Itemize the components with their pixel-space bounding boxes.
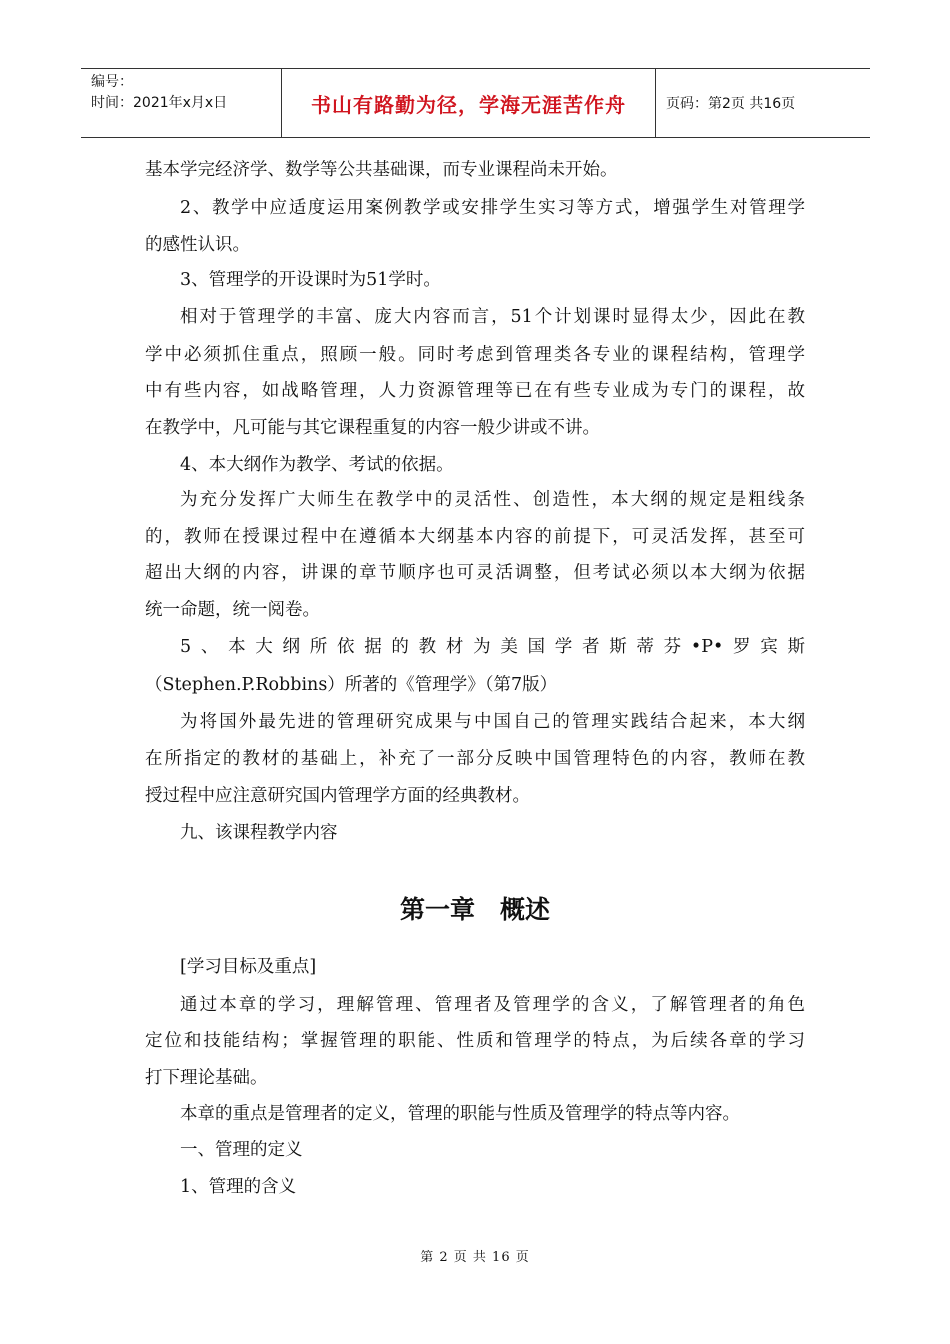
header-motto: 书山有路勤为径，学海无涯苦作舟: [311, 92, 626, 117]
paragraph-line: 定位和技能结构；掌握管理的职能、性质和管理学的特点，为后续各章的学习: [145, 1031, 805, 1051]
paragraph-line: （Stephen.P.Robbins）所著的《管理学》（第7版）: [145, 675, 558, 695]
paragraph-line: 超出大纲的内容，讲课的章节顺序也可灵活调整，但考试必须以本大纲为依据: [145, 563, 805, 583]
paragraph-line: 打下理论基础。: [145, 1068, 268, 1088]
paragraph-line: 4、本大纲作为教学、考试的依据。: [180, 455, 454, 475]
number-label: 编号：: [91, 74, 133, 90]
section-heading: 九、该课程教学内容: [180, 823, 338, 843]
paragraph-line: 授过程中应注意研究国内管理学方面的经典教材。: [145, 786, 530, 806]
chapter-title: 第一章 概述: [399, 895, 550, 924]
paragraph-line: 2、教学中应适度运用案例教学或安排学生实习等方式，增强学生对管理学: [180, 198, 805, 218]
page-header: [81, 68, 870, 138]
paragraph-line: 为将国外最先进的管理研究成果与中国自己的管理实践结合起来，本大纲: [180, 712, 805, 732]
paragraph-line: 的感性认识。: [145, 235, 250, 255]
paragraph-line: 在所指定的教材的基础上，补充了一部分反映中国管理特色的内容，教师在教: [145, 749, 805, 769]
section-heading: 1、管理的含义: [180, 1177, 297, 1197]
paragraph-line: 的，教师在授课过程中在遵循本大纲基本内容的前提下，可灵活发挥，甚至可: [145, 527, 805, 547]
paragraph-line: 本章的重点是管理者的定义，管理的职能与性质及管理学的特点等内容。: [180, 1104, 740, 1124]
paragraph-line: 通过本章的学习，理解管理、管理者及管理学的含义，了解管理者的角色: [180, 995, 805, 1015]
paragraph-line: 在教学中，凡可能与其它课程重复的内容一般少讲或不讲。: [145, 418, 600, 438]
subsection-label: [学习目标及重点]: [180, 957, 317, 977]
paragraph-line: 相对于管理学的丰富、庞大内容而言，51个计划课时显得太少，因此在教: [180, 307, 805, 327]
page-info-text: 页码：第2页 共16页: [666, 96, 796, 112]
paragraph-line: 中有些内容，如战略管理，人力资源管理等已在有些专业成为专门的课程，故: [145, 381, 805, 401]
page-footer: 第 2 页 共 16 页: [420, 1250, 530, 1265]
paragraph-line: 为充分发挥广大师生在教学中的灵活性、创造性，本大纲的规定是粗线条: [180, 490, 805, 510]
header-page-info: [656, 69, 870, 137]
date-label: 时间：2021年x月x日: [91, 95, 228, 111]
header-meta: [81, 69, 282, 137]
paragraph-line: 统一命题，统一阅卷。: [145, 600, 320, 620]
paragraph-line: 基本学完经济学、数学等公共基础课，而专业课程尚未开始。: [145, 160, 618, 180]
header-motto-cell: [282, 69, 656, 137]
paragraph-line: 学中必须抓住重点，照顾一般。同时考虑到管理类各专业的课程结构，管理学: [145, 345, 805, 365]
paragraph-line: 5、本大纲所依据的教材为美国学者斯蒂芬•P•罗宾斯: [180, 637, 805, 657]
paragraph-line: 3、管理学的开设课时为51学时。: [180, 270, 441, 290]
section-heading: 一、管理的定义: [180, 1140, 303, 1160]
